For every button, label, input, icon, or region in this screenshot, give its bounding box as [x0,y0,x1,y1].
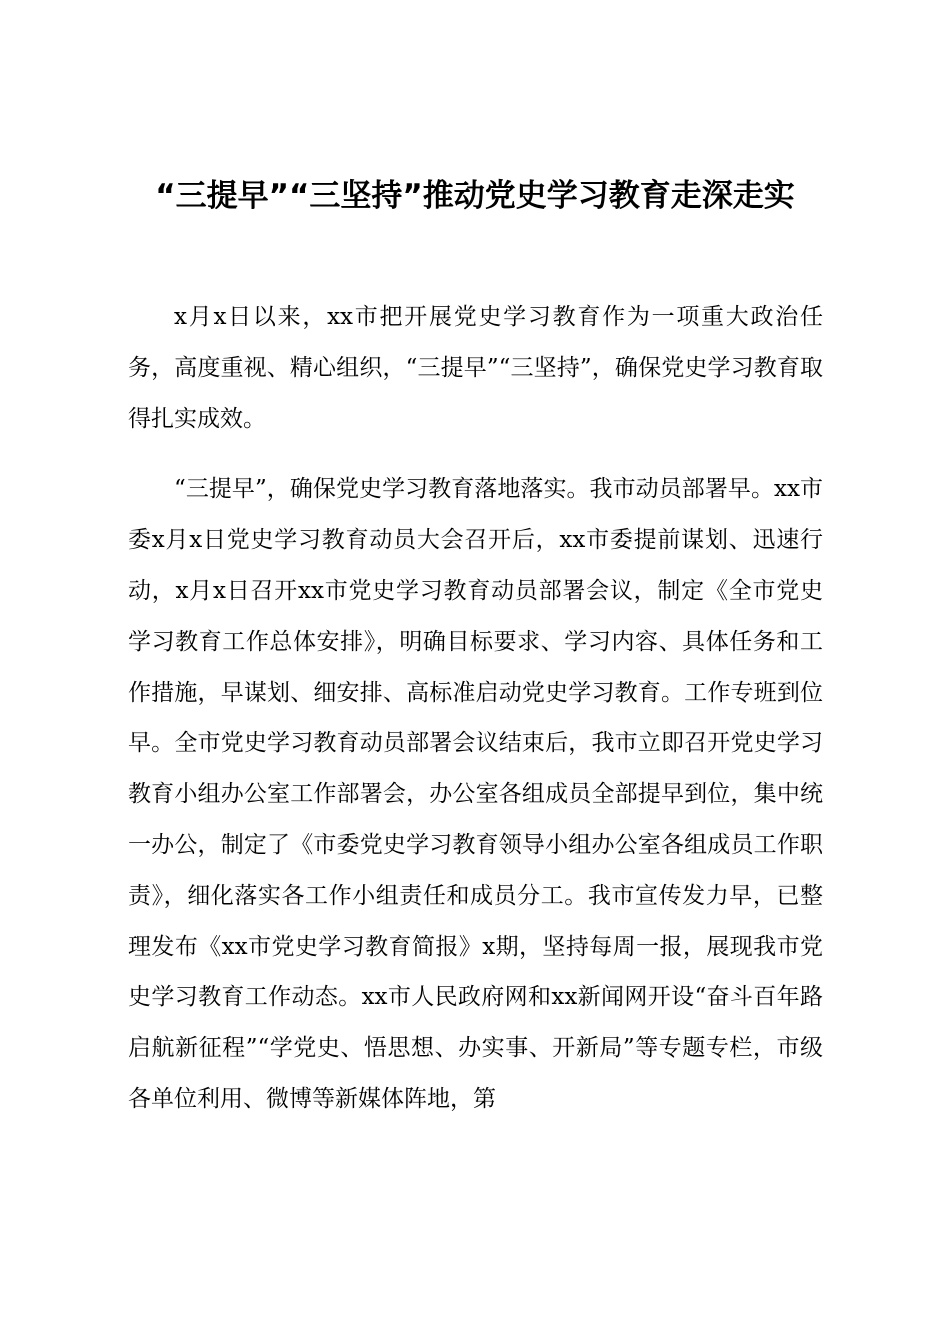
paragraph-intro: x月x日以来，xx市把开展党史学习教育作为一项重大政治任务，高度重视、精心组织，“三提早”“三坚持”，确保党史学习教育取得扎实成效。 [128,304,823,432]
document-title: “三提早”“三坚持”推动党史学习教育走深走实 [155,178,795,214]
paragraph-san-tizao: “三提早”，确保党史学习教育落地落实。我市动员部署早。xx市委x月x日党史学习教育动员大会召开后，xx市委提前谋划、迅速行动，x月x日召开xx市党史学习教育动员部署会议，制定《全市党史学习教育工作总体安排》，明确目标要求、学习内容、具体任务和工作措施，早谋划、细安排、高标准启动党史学习教育。工作专班到位早。全市党史学习教育动员部署会议结束后，我市立即召开党史学习教育小组办公室工作部署会，办公室各组成员全部提早到位，集中统一办公，制定了《市委党史学习教育领导小组办公室各组成员工作职责》，细化落实各工作小组责任和成员分工。我市宣传发力早，已整理发布《xx市党史学习教育简报》x期，坚持每周一报，展现我市党史学习教育工作动态。xx市人民政府网和xx新闻网开设“奋斗百年路启航新征程”“学党史、悟思想、办实事、开新局”等专题专栏，市级各单位利用、微博等新媒体阵地，第 [128,476,823,1112]
document-body [128,292,823,1125]
